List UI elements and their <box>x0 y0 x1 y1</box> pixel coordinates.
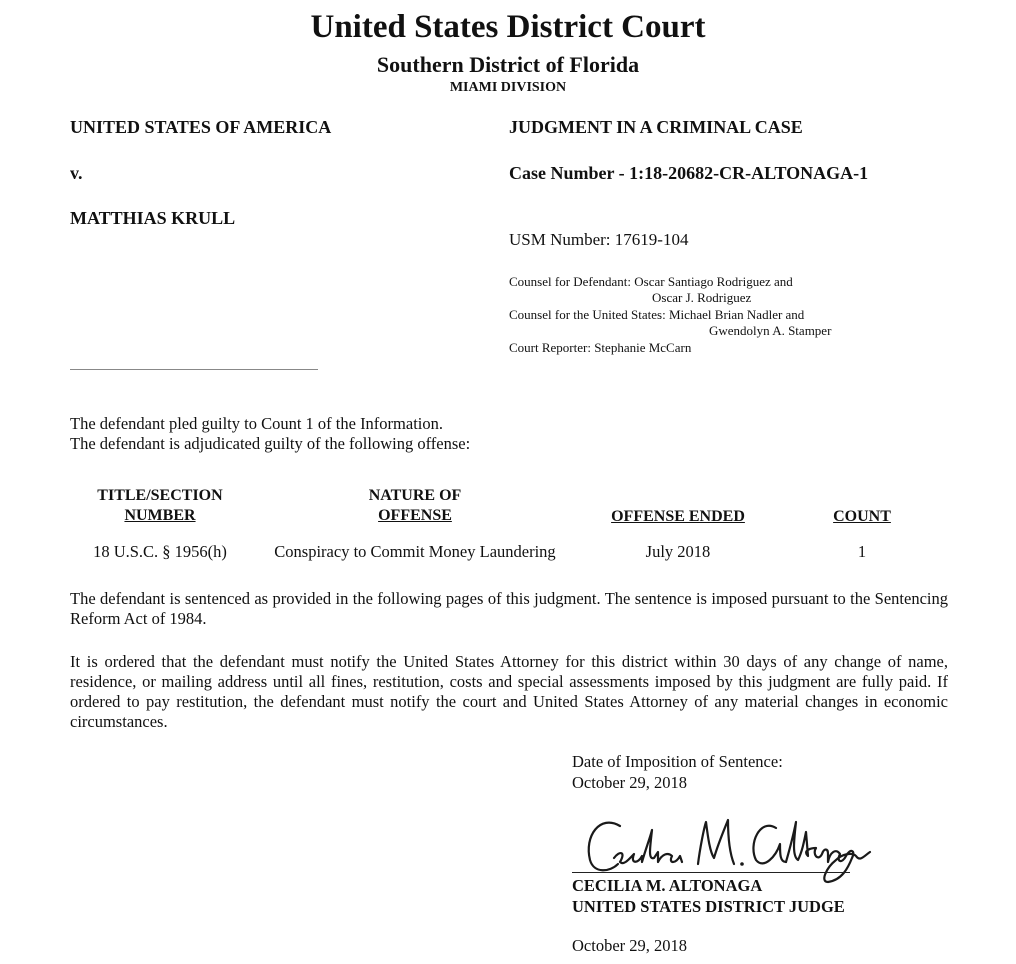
counsel-defendant-cont: Oscar J. Rodriguez <box>652 290 752 305</box>
plaintiff-name: UNITED STATES OF AMERICA <box>70 117 332 137</box>
plea-statement: The defendant pled guilty to Count 1 of the Information. <box>70 414 443 433</box>
header-nature: NATURE OF OFFENSE <box>368 487 462 524</box>
case-number: Case Number - 1:18-20682-CR-ALTONAGA-1 <box>509 163 869 183</box>
court-reporter: Court Reporter: Stephanie McCarn <box>509 340 692 355</box>
offense-title-section: 18 U.S.C. § 1956(h) <box>93 542 227 561</box>
header-offense-ended: OFFENSE ENDED <box>611 508 745 525</box>
imposition-label: Date of Imposition of Sentence: <box>572 752 783 771</box>
counsel-defendant: Counsel for Defendant: Oscar Santiago Rodriguez and <box>509 274 793 289</box>
caption-divider <box>70 369 318 370</box>
offense-nature: Conspiracy to Commit Money Laundering <box>274 542 556 561</box>
adjudication-statement: The defendant is adjudicated guilty of the following offense: <box>70 434 471 453</box>
judge-name: CECILIA M. ALTONAGA <box>572 876 763 895</box>
notification-paragraph: It is ordered that the defendant must notify the United States Attorney for this district within 30 days of any change of name, residence, or mailing address until all fines, restitution, costs and special assessments imposed by this judgment are fully paid. If ordered to pay restitution, the defendant must notify the court and United States Attorney of any material changes in economic circumstances. <box>70 652 948 731</box>
document-type: JUDGMENT IN A CRIMINAL CASE <box>509 117 803 137</box>
court-division: MIAMI DIVISION <box>449 80 567 95</box>
counsel-government: Counsel for the United States: Michael Brian Nadler and <box>509 307 805 322</box>
court-district: Southern District of Florida <box>376 52 640 77</box>
offense-ended: July 2018 <box>645 542 711 561</box>
sentencing-paragraph: The defendant is sentenced as provided in the following pages of this judgment. The sentence is imposed pursuant to the Sentencing Reform Act of 1984. <box>70 589 948 628</box>
imposition-date: October 29, 2018 <box>572 773 688 792</box>
signed-date: October 29, 2018 <box>572 936 688 955</box>
usm-number: USM Number: 17619-104 <box>509 230 689 249</box>
versus-label: v. <box>70 163 83 183</box>
offense-count: 1 <box>857 542 867 561</box>
defendant-name: MATTHIAS KRULL <box>70 208 236 228</box>
judge-title: UNITED STATES DISTRICT JUDGE <box>572 897 845 916</box>
header-title-section: TITLE/SECTION NUMBER <box>97 487 223 524</box>
signature-line <box>572 872 850 873</box>
court-title: United States District Court <box>310 9 706 45</box>
header-count: COUNT <box>833 508 891 525</box>
counsel-government-cont: Gwendolyn A. Stamper <box>709 323 832 338</box>
